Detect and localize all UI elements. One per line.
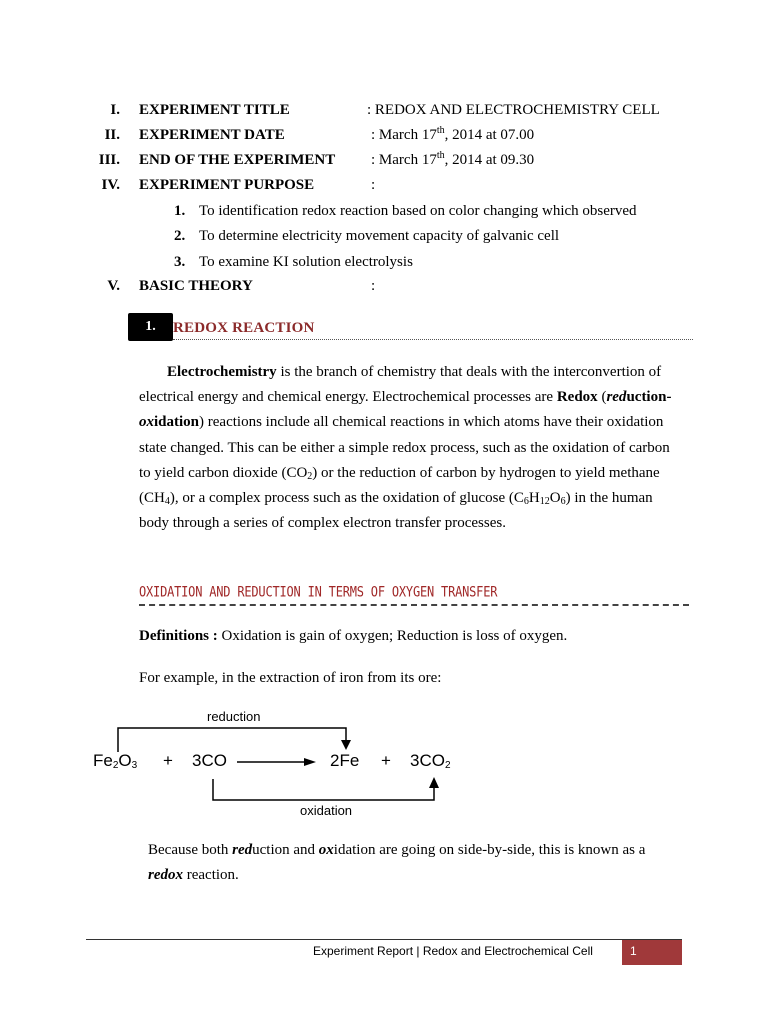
row-value: : March 17th, 2014 at 09.30 (371, 150, 535, 168)
footer-rule (86, 939, 682, 940)
plus-sign: + (381, 751, 391, 770)
roman-numeral: III. (98, 152, 120, 168)
reactant-fe2o3: $Fe_2O_3$ (93, 751, 138, 771)
row-value: : (371, 177, 376, 193)
subheading: OXIDATION AND REDUCTION IN TERMS OF OXYGEN TRANSFER (139, 584, 498, 601)
list-item: To determine electricity movement capacity of galvanic cell (199, 228, 560, 244)
conclusion-line-2: redox reaction. (148, 867, 239, 883)
row-label: EXPERIMENT DATE (139, 127, 285, 143)
row-label: EXPERIMENT PURPOSE (139, 177, 315, 193)
section-heading: REDOX REACTION (173, 320, 315, 336)
intro-paragraph: Electrochemistry is the branch of chemistry that deals with the interconvertion of electrical energy and chemical energy. Electrochemical processes are Redox (reduction-oxidation) reactions include all chemical reactions in which atoms have their oxidation state changed. This can be either a simple redox process, such as the oxidation of carbon to yield carbon dioxide $(CO_2)$ or the reduction of carbon by hydrogen to yield methane $(CH_4)$, or a complex process such as the oxidation of glucose $(C_6H_{12}O_6)$ in the human body through a series of complex electron transfer processes. (139, 364, 672, 532)
example-text: For example, in the extraction of iron from its ore: (139, 670, 442, 686)
page-number-box (622, 940, 682, 965)
list-number: 1. (174, 203, 186, 219)
roman-numeral: V. (107, 278, 120, 294)
row-value: : March 17th, 2014 at 07.00 (371, 125, 535, 143)
row-value: : REDOX AND ELECTROCHEMISTRY CELL (367, 102, 660, 118)
reactant-co: 3CO (192, 751, 227, 770)
section-number-badge: 1. (128, 313, 173, 341)
row-label: EXPERIMENT TITLE (139, 102, 290, 118)
plus-sign: + (163, 751, 173, 770)
list-number: 2. (174, 228, 186, 244)
list-number: 3. (174, 254, 186, 270)
oxidation-label: oxidation (300, 803, 353, 818)
roman-numeral: II. (104, 127, 120, 143)
reduction-label: reduction (207, 709, 261, 724)
list-item: To examine KI solution electrolysis (199, 254, 413, 270)
product-co2: $3CO_2$ (410, 751, 451, 771)
page-number: 1 (630, 944, 637, 958)
roman-numeral: I. (110, 102, 120, 118)
roman-numeral: IV. (101, 177, 120, 193)
footer-text: Experiment Report | Redox and Electrochemical Cell (313, 944, 593, 958)
product-fe: 2Fe (330, 751, 360, 770)
row-label: END OF THE EXPERIMENT (139, 152, 336, 168)
list-item: To identification redox reaction based on color changing which observed (199, 203, 637, 219)
row-value: : (371, 278, 376, 294)
row-label: BASIC THEORY (139, 278, 253, 294)
definitions-line: Definitions : Oxidation is gain of oxygen; Reduction is loss of oxygen. (139, 628, 568, 644)
conclusion-line-1: Because both reduction and oxidation are going on side-by-side, this is known as a (148, 842, 646, 858)
